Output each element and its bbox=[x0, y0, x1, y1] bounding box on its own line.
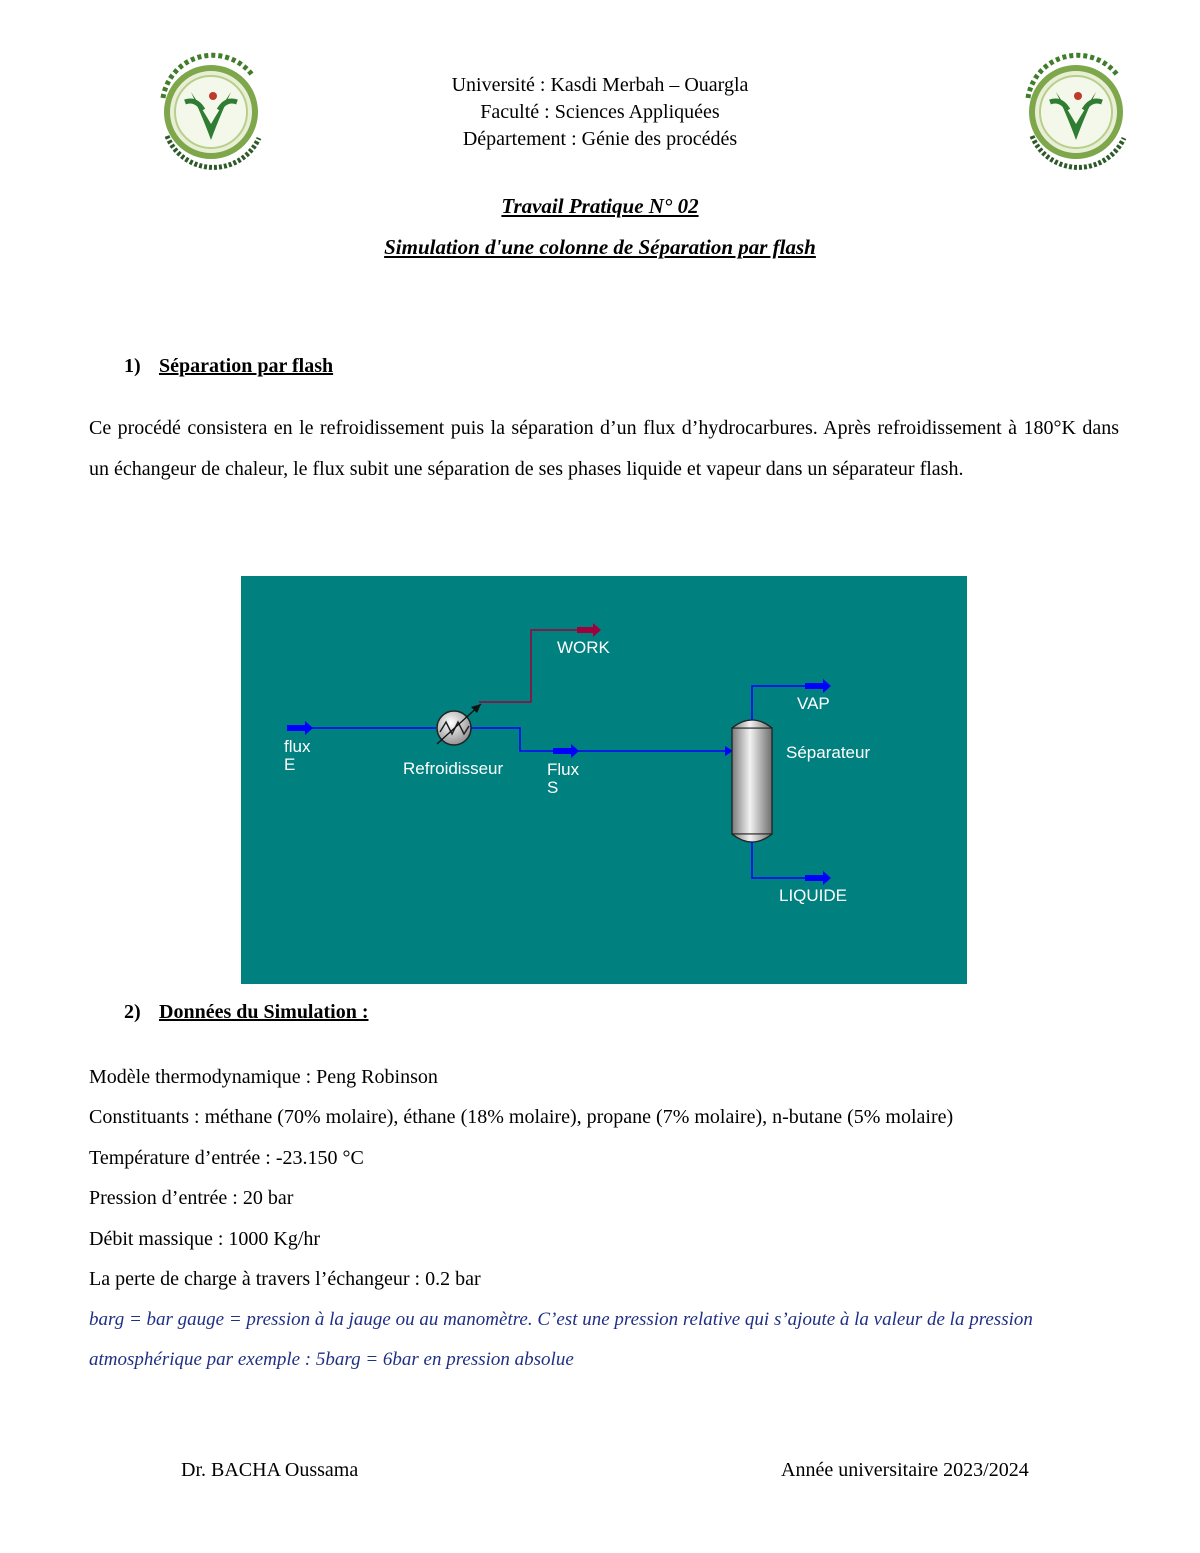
label-work: WORK bbox=[557, 638, 610, 657]
department-name: Département : Génie des procédés bbox=[462, 128, 738, 150]
section-1-number: 1) bbox=[124, 355, 141, 377]
label-flux-e-line1: flux bbox=[284, 737, 311, 756]
data-thermo-model: Modèle thermodynamique : Peng Robinson bbox=[89, 1066, 438, 1088]
label-separator: Séparateur bbox=[786, 743, 871, 762]
process-flow-diagram bbox=[241, 576, 967, 984]
tp-title: Travail Pratique N° 02 bbox=[501, 194, 699, 218]
separator-vessel[interactable] bbox=[732, 720, 772, 842]
label-cooler: Refroidisseur bbox=[403, 759, 504, 778]
data-mass-flow: Débit massique : 1000 Kg/hr bbox=[89, 1228, 321, 1250]
label-flux-e-line2: E bbox=[284, 755, 296, 774]
section-1-heading bbox=[124, 355, 333, 378]
faculty-name: Faculté : Sciences Appliquées bbox=[480, 101, 720, 123]
label-flux-s-line2: S bbox=[547, 778, 559, 797]
data-inlet-pressure: Pression d’entrée : 20 bar bbox=[89, 1187, 294, 1209]
section-2-number: 2) bbox=[124, 1001, 141, 1023]
data-constituents: Constituants : méthane (70% molaire), éthane (18% molaire), propane (7% molaire), n-butane (5% molaire) bbox=[89, 1106, 954, 1128]
label-liquide: LIQUIDE bbox=[779, 886, 848, 905]
section-2-title: Données du Simulation : bbox=[159, 1001, 369, 1023]
section-2-heading bbox=[124, 1001, 369, 1024]
barg-note: barg = bar gauge = pression à la jauge ou au manomètre. C’est une pression relative qui s’ajoute à la valeur de la pression atmosphérique par exemple : 5barg = 6bar en pression absolue bbox=[89, 1309, 1033, 1370]
label-flux-s-line1: Flux bbox=[547, 760, 580, 779]
label-vap: VAP bbox=[797, 694, 830, 713]
footer-academic-year: Année universitaire 2023/2024 bbox=[781, 1459, 1029, 1481]
tp-subtitle: Simulation d'une colonne de Séparation par flash bbox=[384, 235, 816, 259]
institution-header bbox=[0, 72, 1200, 153]
footer-author: Dr. BACHA Oussama bbox=[181, 1459, 359, 1481]
section-1-title: Séparation par flash bbox=[159, 355, 334, 377]
data-pressure-drop: La perte de charge à travers l’échangeur : 0.2 bar bbox=[89, 1268, 481, 1290]
data-inlet-temperature: Température d’entrée : -23.150 °C bbox=[89, 1147, 364, 1169]
university-name: Université : Kasdi Merbah – Ouargla bbox=[451, 74, 749, 96]
section-1-paragraph: Ce procédé consistera en le refroidissement puis la séparation d’un flux d’hydrocarbures. Après refroidissement à 180°K dans un échangeur de chaleur, le flux subit une séparation de ses phases liquide et vapeur dans un séparateur flash. bbox=[89, 417, 1119, 480]
